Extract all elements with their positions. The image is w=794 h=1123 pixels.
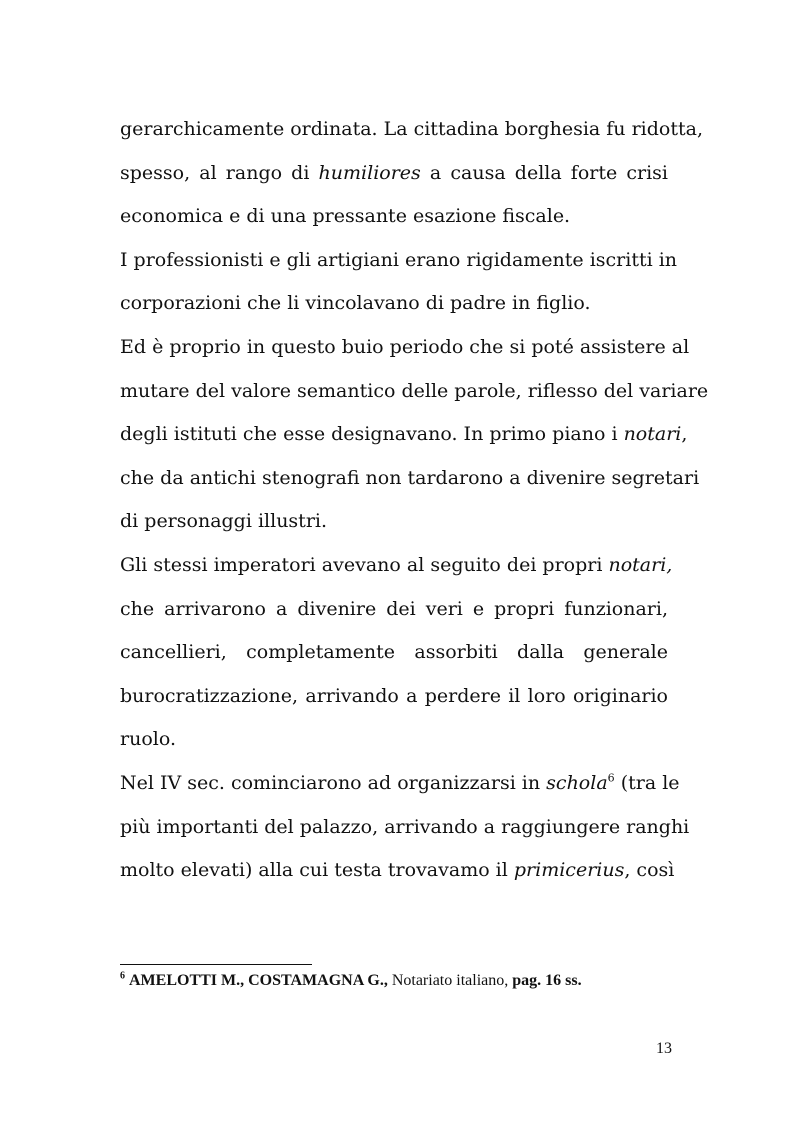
footnote-reference[interactable]: 6 <box>607 771 615 785</box>
text-line: I professionisti e gli artigiani erano rigidamente iscritti in <box>120 248 678 271</box>
text-line: cancellieri, completamente assorbiti dalla generale <box>120 641 668 664</box>
footnote-title: Notariato italiano, <box>387 972 513 989</box>
italic-term: notari <box>623 423 682 446</box>
footnote-mark: 6 <box>120 970 125 982</box>
text-line: Gli stessi imperatori avevano al seguito dei propri notari, <box>120 553 673 576</box>
italic-term: primicerius <box>513 859 625 882</box>
footnote <box>120 972 582 990</box>
italic-term: schola <box>546 771 608 794</box>
text-line: Ed è proprio in questo buio periodo che si poté assistere al <box>120 335 690 358</box>
footnote-authors: AMELOTTI M., COSTAMAGNA G., <box>129 972 388 989</box>
italic-term: notari, <box>608 553 673 576</box>
text-line: molto elevati) alla cui testa trovavamo il primicerius, così <box>120 859 675 882</box>
italic-term: humiliores <box>318 161 421 184</box>
text-line: che arrivarono a divenire dei veri e propri funzionari, <box>120 597 668 620</box>
body-text <box>120 108 709 893</box>
text-line: mutare del valore semantico delle parole, riflesso del variare <box>120 379 709 402</box>
footnote-pages: pag. 16 ss. <box>512 972 582 989</box>
text-line: che da antichi stenografi non tardarono a divenire segretari <box>120 466 700 489</box>
text-line: burocratizzazione, arrivando a perdere il loro originario <box>120 684 668 707</box>
text-line: spesso, al rango di humiliores a causa della forte crisi <box>120 161 668 184</box>
text-line: gerarchicamente ordinata. La cittadina borghesia fu ridotta, <box>120 118 703 140</box>
text-line: Nel IV sec. cominciarono ad organizzarsi in schola$^6$ (tra le <box>120 771 680 794</box>
text-line: degli istituti che esse designavano. In primo piano i notari, <box>120 423 688 446</box>
text-line: più importanti del palazzo, arrivando a raggiungere ranghi <box>120 815 690 838</box>
text-line: ruolo. <box>120 728 176 751</box>
text-line: economica e di una pressante esazione fiscale. <box>120 205 571 228</box>
text-line: di personaggi illustri. <box>120 510 328 533</box>
page-number: 13 <box>656 1040 672 1057</box>
text-line: corporazioni che li vincolavano di padre in figlio. <box>120 292 591 315</box>
footnote-separator <box>120 964 312 965</box>
